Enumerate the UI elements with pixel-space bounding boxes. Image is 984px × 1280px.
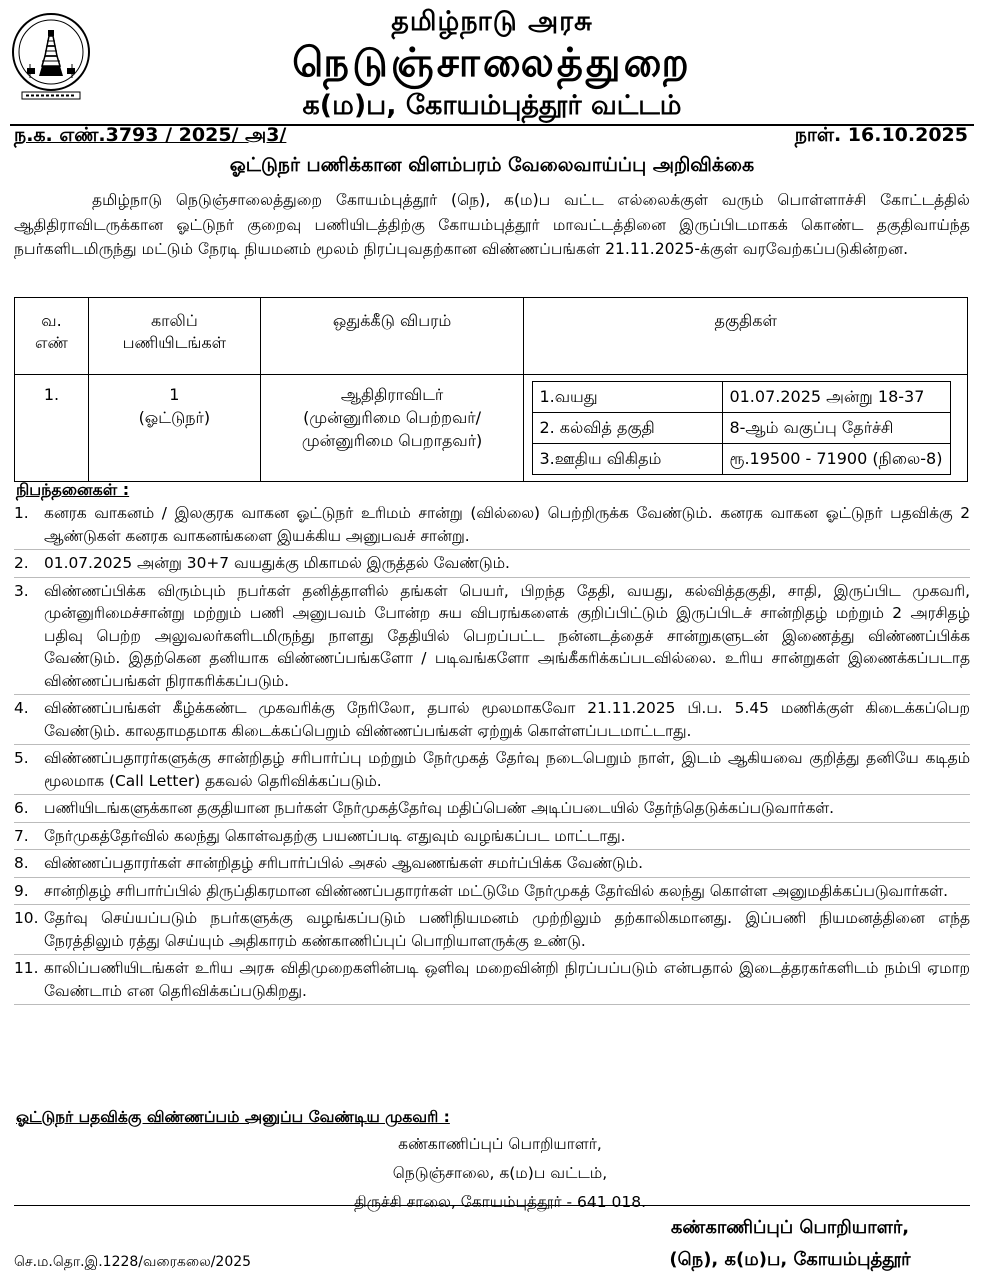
condition-number: 2. <box>14 554 29 572</box>
reference-number: ந.க. எண்.3793 / 2025/ அ3/ <box>14 124 287 146</box>
footer-divider <box>14 1205 970 1206</box>
condition-text: தேர்வு செய்யப்படும் நபர்களுக்கு வழங்கப்படும் பணிநியமனம் முற்றிலும் தற்காலிகமானது. இப்பணி நியமனத்தினை எந்த நேரத்திலும் ரத்து செய்யும் அதிகாரம் கண்காணிப்புப் பொறியாளருக்கு உண்டு. <box>44 909 970 950</box>
condition-number: 5. <box>14 749 29 767</box>
condition-text: சான்றிதழ் சரிபார்ப்பில் திருப்திகரமான விண்ணப்பதாரர்கள் மட்டுமே நேர்முகத் தேர்வில் கலந்து கொள்ள அனுமதிக்கப்படுவார்கள். <box>44 881 948 900</box>
government-name: தமிழ்நாடு அரசு <box>391 6 593 37</box>
qualification-value: 8-ஆம் வகுப்பு தேர்ச்சி <box>723 413 951 444</box>
condition-number: 1. <box>14 504 29 522</box>
cell-sno: 1. <box>15 375 89 482</box>
condition-text: விண்ணப்பங்கள் கீழ்க்கண்ட முகவரிக்கு நேரிலோ, தபால் மூலமாகவோ 21.11.2025 பி.ப. 5.45 மணிக்குள் கிடைக்கப்பெற வேண்டும். காலதாமதமாக கிடைக்கப்பெறும் விண்ணப்பங்கள் ஏற்றுக் கொள்ளப்படமாட்டாது. <box>44 699 970 740</box>
condition-text: காலிப்பணியிடங்கள் உரிய அரசு விதிமுறைகளின்படி ஒளிவு மறைவின்றி நிரப்பப்படும் என்பதால் இடைத்தரகர்களிடம் நம்பி ஏமாற வேண்டாம் என தெரிவிக்கப்படுகிறது. <box>44 959 970 1000</box>
vacancy-table <box>14 297 968 482</box>
qualification-label: 1.வயது <box>533 382 723 413</box>
address-line: நெடுஞ்சாலை, க(ம)ப வட்டம், <box>392 1164 608 1182</box>
condition-text: விண்ணப்பதாரர்கள் சான்றிதழ் சரிபார்ப்பில் அசல் ஆவணங்கள் சமர்ப்பிக்க வேண்டும். <box>44 854 644 872</box>
list-item <box>14 580 970 696</box>
list-item <box>14 747 970 795</box>
qualification-row <box>533 382 951 413</box>
condition-number: 6. <box>14 799 29 817</box>
list-item <box>14 552 970 578</box>
qualification-label: 2. கல்வித் தகுதி <box>533 413 723 444</box>
intro-paragraph: தமிழ்நாடு நெடுஞ்சாலைத்துறை கோயம்புத்தூர் (நெ), க(ம)ப வட்ட எல்லைக்குள் வரும் பொள்ளாச்சி கோட்டத்தில் ஆதிதிராவிடருக்கான ஓட்டுநர் குறைவு பணியிடத்திற்கு கோயம்புத்தூர் மாவட்டத்தினை இருப்பிடமாகக் கொண்ட தகுதிவாய்ந்த நபர்களிடமிருந்து மட்டும் நேரடி நியமனம் மூலம் நிரப்புவதற்கான விண்ணப்பங்கள் 21.11.2025-க்குள் வரவேற்கப்படுகின்றன. <box>14 191 970 258</box>
condition-text: நேர்முகத்தேர்வில் கலந்து கொள்வதற்கு பயணப்படி எதுவும் வழங்கப்பட மாட்டாது. <box>44 826 626 845</box>
notice-title: ஓட்டுநர் பணிக்கான விளம்பரம் வேலைவாய்ப்பு அறிவிக்கை <box>229 154 755 176</box>
condition-number: 3. <box>14 581 29 600</box>
condition-number: 11. <box>14 959 39 977</box>
condition-number: 9. <box>14 881 29 900</box>
signatory-office: (நெ), க(ம)ப, கோயம்புத்தூர் <box>669 1249 911 1270</box>
header-vacancy: காலிப் பணியிடங்கள் <box>88 298 260 375</box>
list-item <box>14 907 970 955</box>
qualification-label: 3.ஊதிய விகிதம் <box>533 444 723 475</box>
conditions-list <box>14 502 970 1007</box>
list-item <box>14 825 970 851</box>
cell-qualifications <box>524 375 968 482</box>
address-line: கண்காணிப்புப் பொறியாளர், <box>398 1135 602 1153</box>
condition-number: 10. <box>14 909 39 927</box>
qualification-row <box>533 444 951 475</box>
address-line: திருச்சி சாலை, கோயம்புத்தூர் - 641 018. <box>353 1193 647 1211</box>
list-item <box>14 852 970 878</box>
publication-code: செ.ம.தொ.இ.1228/வரைகலை/2025 <box>14 1254 252 1270</box>
circle-name: க(ம)ப, கோயம்புத்தூர் வட்டம் <box>302 90 682 121</box>
qualification-row <box>533 413 951 444</box>
department-name: நெடுஞ்சாலைத்துறை <box>292 40 692 86</box>
condition-text: விண்ணப்பிக்க விரும்பும் நபர்கள் தனித்தாளில் தங்கள் பெயர், பிறந்த தேதி, வயது, கல்வித்தகுதி, சாதி, இருப்பிட முகவரி, முன்னுரிமைச்சான்று மற்றும் பணி அனுபவம் போன்ற சுய விபரங்களைக் குறிப்பிட்டும் இருப்பிடச் சான்றிதழ் மற்றும் 2 அரசிதழ் பதிவு பெற்ற அலுவலர்களிடமிருந்து நாளது தேதியில் பெறப்பட்ட நன்னடத்தைச் சான்றுகளுடன் இணைத்து விண்ணப்பிக்க வேண்டும். இதற்கென தனியாக விண்ணப்பங்களோ / படிவங்களோ அங்கீகரிக்கப்படவில்லை. உரிய சான்றுகள் இணைக்கப்படாத விண்ணப்பங்கள் நிராகரிக்கப்படும். <box>44 581 970 690</box>
list-item <box>14 797 970 823</box>
address-heading: ஓட்டுநர் பதவிக்கு விண்ணப்பம் அனுப்ப வேண்டிய முகவரி : <box>16 1108 450 1126</box>
condition-text: விண்ணப்பதாரர்களுக்கு சான்றிதழ் சரிபார்ப்பு மற்றும் நேர்முகத் தேர்வு நடைபெறும் நாள், இடம் ஆகியவை குறித்து தனியே கடிதம் மூலமாக (Call Letter) தகவல் தெரிவிக்கப்படும். <box>44 749 970 790</box>
condition-text: கனரக வாகனம் / இலகுரக வாகன ஓட்டுநர் உரிமம் சான்று (வில்லை) பெற்றிருக்க வேண்டும். கனரக வாகன ஓட்டுநர் பதவிக்கு 2 ஆண்டுகள் கனரக வாகனங்களை இயக்கிய அனுபவச் சான்று. <box>44 504 970 545</box>
notice-date: நாள். 16.10.2025 <box>794 124 968 146</box>
cell-vacancy: 1 (ஓட்டுநர்) <box>88 375 260 482</box>
table-row <box>15 375 968 482</box>
signatory-title: கண்காணிப்புப் பொறியாளர், <box>670 1217 910 1238</box>
condition-text: 01.07.2025 அன்று 30+7 வயதுக்கு மிகாமல் இருத்தல் வேண்டும். <box>44 554 510 572</box>
postal-address <box>320 1130 680 1217</box>
conditions-heading: நிபந்தனைகள் : <box>16 480 130 499</box>
condition-number: 7. <box>14 826 29 845</box>
qualification-value: 01.07.2025 அன்று 18-37 <box>723 382 951 413</box>
list-item <box>14 880 970 906</box>
header-reservation: ஒதுக்கீடு விபரம் <box>260 298 524 375</box>
list-item <box>14 697 970 745</box>
signature-block <box>610 1212 970 1276</box>
header-qualifications: தகுதிகள் <box>524 298 968 375</box>
list-item <box>14 502 970 550</box>
cell-reservation: ஆதிதிராவிடர் (முன்னுரிமை பெற்றவர்/ முன்னுரிமை பெறாதவர்) <box>260 375 524 482</box>
header-sno: வ. எண் <box>15 298 89 375</box>
condition-number: 4. <box>14 699 29 717</box>
list-item <box>14 957 970 1005</box>
table-header-row <box>15 298 968 375</box>
qualification-value: ரூ.19500 - 71900 (நிலை-8) <box>723 444 951 475</box>
qualification-table <box>532 381 951 475</box>
condition-number: 8. <box>14 854 29 872</box>
condition-text: பணியிடங்களுக்கான தகுதியான நபர்கள் நேர்முகத்தேர்வு மதிப்பெண் அடிப்படையில் தேர்ந்தெடுக்கப்படுவார்கள். <box>44 799 835 817</box>
